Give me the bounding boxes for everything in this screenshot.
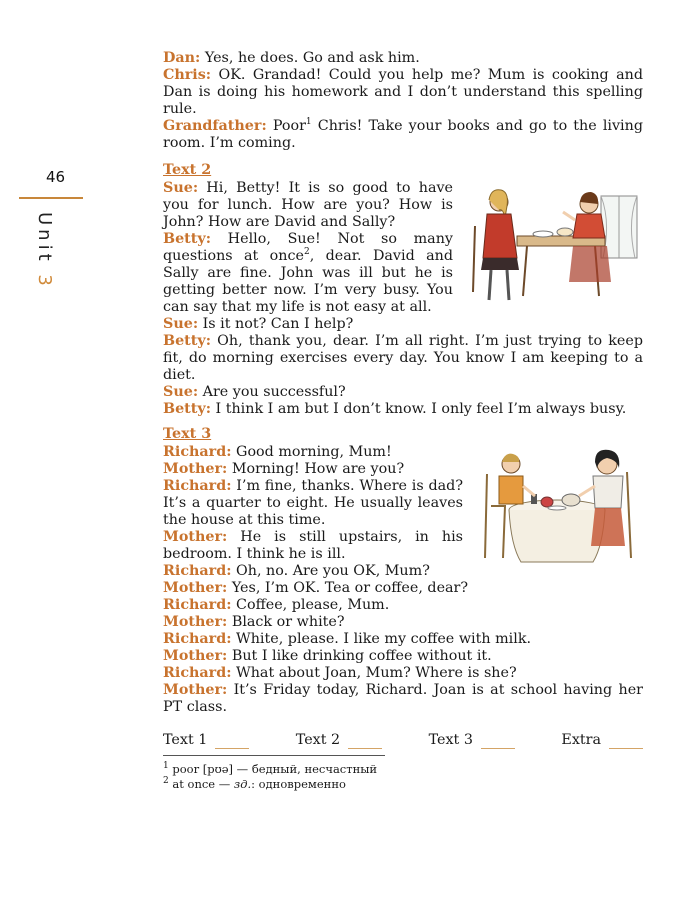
dialogue-line [163,665,643,682]
answer-row [163,732,643,749]
line-text: White, please. I like my coffee with milk. [231,631,532,647]
dialogue-line [163,597,643,614]
line-text: OK. Grandad! Could you help me? Mum is cooking and Dan is doing his homework and I don’t understand this spelling rule. [163,67,643,117]
answer-text3 [429,732,515,749]
page-gutter [0,0,95,900]
answer-blank[interactable] [348,736,382,749]
footnote-number: 2 [163,776,169,787]
line-text: Yes, I’m OK. Tea or coffee, dear? [227,580,469,596]
speaker: Betty: [163,231,211,247]
speaker: Mother: [163,461,228,477]
answer-blank[interactable] [215,736,249,749]
answer-label: Text 1 [163,732,208,748]
speaker: Richard: [163,444,232,460]
answer-blank[interactable] [609,736,643,749]
footnote-number: 1 [163,761,169,772]
line-text: Oh, no. Are you OK, Mum? [231,563,430,579]
line-text: Coffee, please, Mum. [231,597,390,613]
line-text: Yes, he does. Go and ask him. [200,50,420,66]
footnote-ref: 2 [303,247,310,258]
page-number: 46 [46,168,66,186]
line-text: Morning! How are you? [227,461,405,477]
answer-text2 [296,732,382,749]
footnote-divider [163,755,385,756]
line-text: Poor [266,118,306,134]
speaker: Sue: [163,180,199,196]
dialogue-line [163,648,643,665]
line-text: Black or white? [227,614,345,630]
line-text: What about Joan, Mum? Where is she? [231,665,517,681]
speaker: Dan: [163,50,201,66]
dialogue-line [163,50,643,67]
speaker: Richard: [163,631,232,647]
footnote [163,762,643,777]
answer-extra [561,732,643,749]
speaker: Richard: [163,597,232,613]
speaker: Mother: [163,529,228,545]
speaker: Sue: [163,316,199,332]
footnote-text: poor [pʊə] — бедный, несчастный [172,762,378,776]
footnote-ref: 1 [305,117,312,128]
speaker: Grandfather: [163,118,267,134]
speaker: Mother: [163,580,228,596]
line-text: He is still upstairs, in his bedroom. I think he is ill. [163,529,463,562]
dialogue-line [163,67,643,118]
text2-heading: Text 2 [163,162,212,178]
line-text: I’m fine, thanks. Where is dad? It’s a quarter to eight. He usually leaves the house at this time. [163,478,463,528]
footnote-italic: зд. [233,777,252,791]
dialogue-line [163,401,643,418]
lunch-illustration [461,182,643,306]
speaker: Mother: [163,614,228,630]
answer-label: Text 3 [428,732,473,748]
speaker: Betty: [163,401,211,417]
breakfast-illustration [471,446,643,570]
unit-label [34,212,55,290]
dialogue-line [163,682,643,716]
speaker: Richard: [163,563,232,579]
speaker: Richard: [163,665,232,681]
speaker: Mother: [163,648,228,664]
answer-text1 [163,732,249,749]
footnote-text: : одновременно [251,777,346,791]
line-text: Hi, Betty! It is so good to have you for lunch. How are you? How is John? How are David and Sally? [163,180,453,230]
answer-blank[interactable] [481,736,515,749]
page-content [163,50,643,792]
dialogue-line [163,384,643,401]
footnote [163,777,643,792]
speaker: Mother: [163,682,228,698]
dialogue-line [163,614,643,631]
dialogue-line [163,580,643,597]
unit-word: Unit [34,212,55,265]
line-text: , dear. David and Sally are fine. John was ill but he is getting better now. I’m very busy. You can say that my life is not easy at all. [163,248,453,315]
speaker: Sue: [163,384,199,400]
unit-number: 3 [34,274,55,290]
gutter-divider [19,197,83,199]
line-text: But I like drinking coffee without it. [227,648,492,664]
line-text: Good morning, Mum! [231,444,392,460]
dialogue-line [163,118,643,152]
line-text: I think I am but I don’t know. I only feel I’m always busy. [210,401,627,417]
speaker: Richard: [163,478,232,494]
answer-label: Extra [561,732,601,748]
dialogue-line [163,333,643,384]
line-text: Oh, thank you, dear. I’m all right. I’m just trying to keep fit, do morning exercises every day. You know I am keeping to a diet. [163,333,643,383]
speaker: Chris: [163,67,212,83]
dialogue-line [163,631,643,648]
dialogue-line [163,316,643,333]
text3-heading: Text 3 [163,426,212,442]
line-text: It’s Friday today, Richard. Joan is at school having her PT class. [163,682,643,715]
line-text: Chris! Take your books and go to the living room. I’m coming. [163,118,643,151]
footnote-text: at once — [172,777,234,791]
line-text: Hello, Sue! Not so many questions at once [163,231,453,264]
speaker: Betty: [163,333,211,349]
answer-label: Text 2 [295,732,341,748]
line-text: Are you successful? [198,384,346,400]
line-text: Is it not? Can I help? [198,316,354,332]
